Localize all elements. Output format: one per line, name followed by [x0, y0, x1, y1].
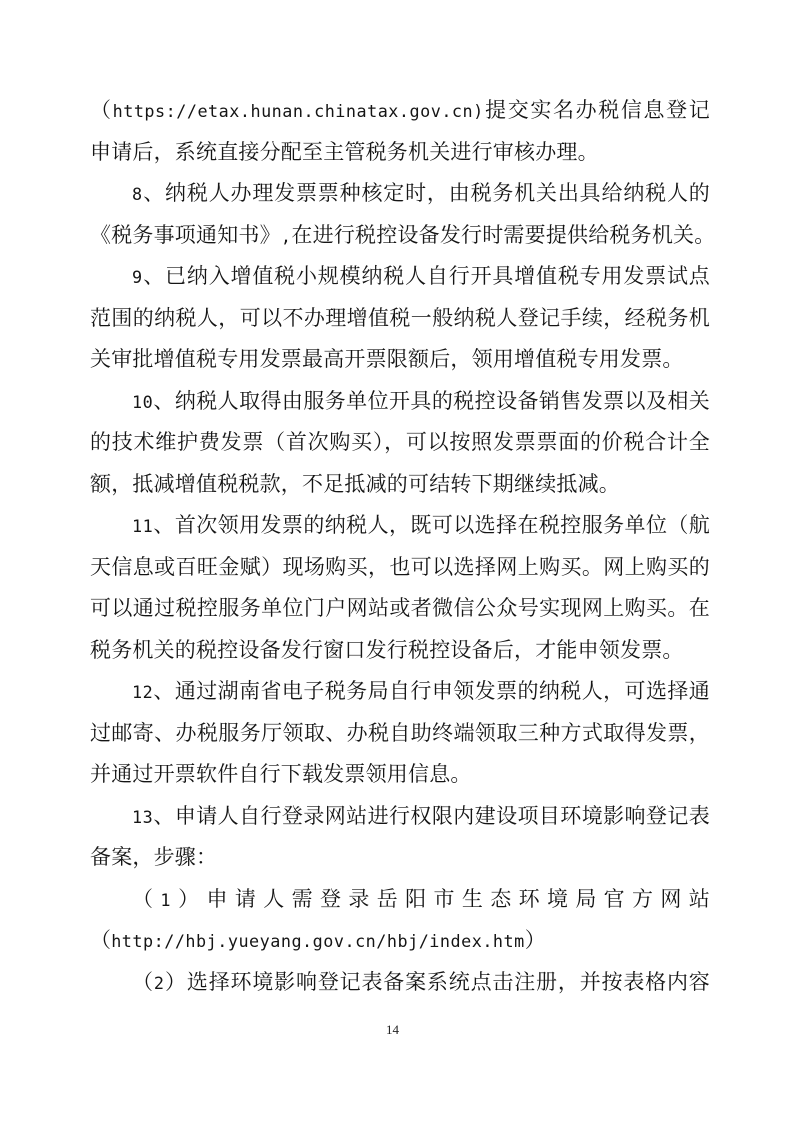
text-line: （2）选择环境影响登记表备案系统点击注册，并按表格内容	[132, 969, 711, 994]
text-line: 备案，步骤：	[90, 845, 218, 869]
text-line: 8、纳税人办理发票票种核定时，由税务机关出具给纳税人的	[132, 181, 710, 205]
latin-text-run: 11	[132, 516, 154, 536]
text-line: 《税务事项通知书》,在进行税控设备发行时需要提供给税务机关。	[90, 222, 716, 247]
latin-text-run: 13	[132, 806, 154, 827]
paragraph	[90, 90, 710, 173]
latin-text-run: 9	[132, 267, 143, 287]
latin-text-run: 1	[160, 889, 171, 910]
paragraph	[90, 879, 710, 962]
text-line: （http://hbj.yueyang.gov.cn/hbj/index.htm）	[90, 928, 546, 952]
paragraph	[90, 381, 710, 506]
page-number: 14	[386, 1022, 399, 1037]
text-line: 范围的纳税人，可以不办理增值税一般纳税人登记手续，经税务机	[90, 305, 710, 330]
text-line: 9、已纳入增值税小规模纳税人自行开具增值税专用发票试点	[132, 264, 710, 288]
text-line: 申请后，系统直接分配至主管税务机关进行审核办理。	[90, 139, 599, 164]
text-line: （1）申请人需登录岳阳市生态环境局官方网站	[132, 886, 710, 911]
latin-text-run: 2	[153, 972, 165, 993]
text-line: （https://etax.hunan.chinatax.gov.cn)提交实名办税信息登记	[90, 98, 710, 122]
paragraph	[90, 962, 710, 1004]
latin-text-run: http://hbj.yueyang.gov.cn/hbj/index.htm	[111, 931, 525, 951]
latin-text-run: ,	[280, 225, 292, 246]
latin-text-run: https://etax.hunan.chinatax.gov.cn)	[112, 101, 484, 121]
paragraph	[90, 505, 710, 671]
paragraph	[90, 256, 710, 381]
text-line: 天信息或百旺金赋）现场购买，也可以选择网上购买。网上购买的	[90, 554, 710, 579]
latin-text-run: 8	[132, 184, 143, 204]
text-line: 并通过开票软件自行下载发票领用信息。	[90, 762, 472, 786]
text-line: 11、首次领用发票的纳税人，既可以选择在税控服务单位（航	[132, 513, 710, 537]
text-line: 额，抵减增值税税款，不足抵减的可结转下期继续抵减。	[90, 471, 620, 496]
text-line: 的技术维护费发票（首次购买），可以按照发票票面的价税合计全	[90, 430, 710, 454]
text-line: 13、申请人自行登录网站进行权限内建设项目环境影响登记表	[132, 803, 710, 828]
paragraph	[90, 173, 716, 256]
document-text	[90, 90, 716, 1003]
text-line: 过邮寄、办税服务厅领取、办税自助终端领取三种方式取得发票，	[90, 720, 710, 745]
paragraph	[90, 671, 710, 796]
text-line: 关审批增值税专用发票最高开票限额后，领用增值税专用发票。	[90, 347, 684, 371]
text-line: 税务机关的税控设备发行窗口发行税控设备后，才能申领发票。	[90, 637, 684, 662]
latin-text-run: 12	[132, 682, 154, 702]
text-line: 12、通过湖南省电子税务局自行申领发票的纳税人，可选择通	[132, 679, 710, 703]
text-line: 可以通过税控服务单位门户网站或者微信公众号实现网上购买。在	[90, 596, 710, 620]
text-line: 10、纳税人取得由服务单位开具的税控设备销售发票以及相关	[132, 388, 710, 413]
paragraph	[90, 796, 710, 879]
latin-text-run: 10	[132, 391, 154, 412]
